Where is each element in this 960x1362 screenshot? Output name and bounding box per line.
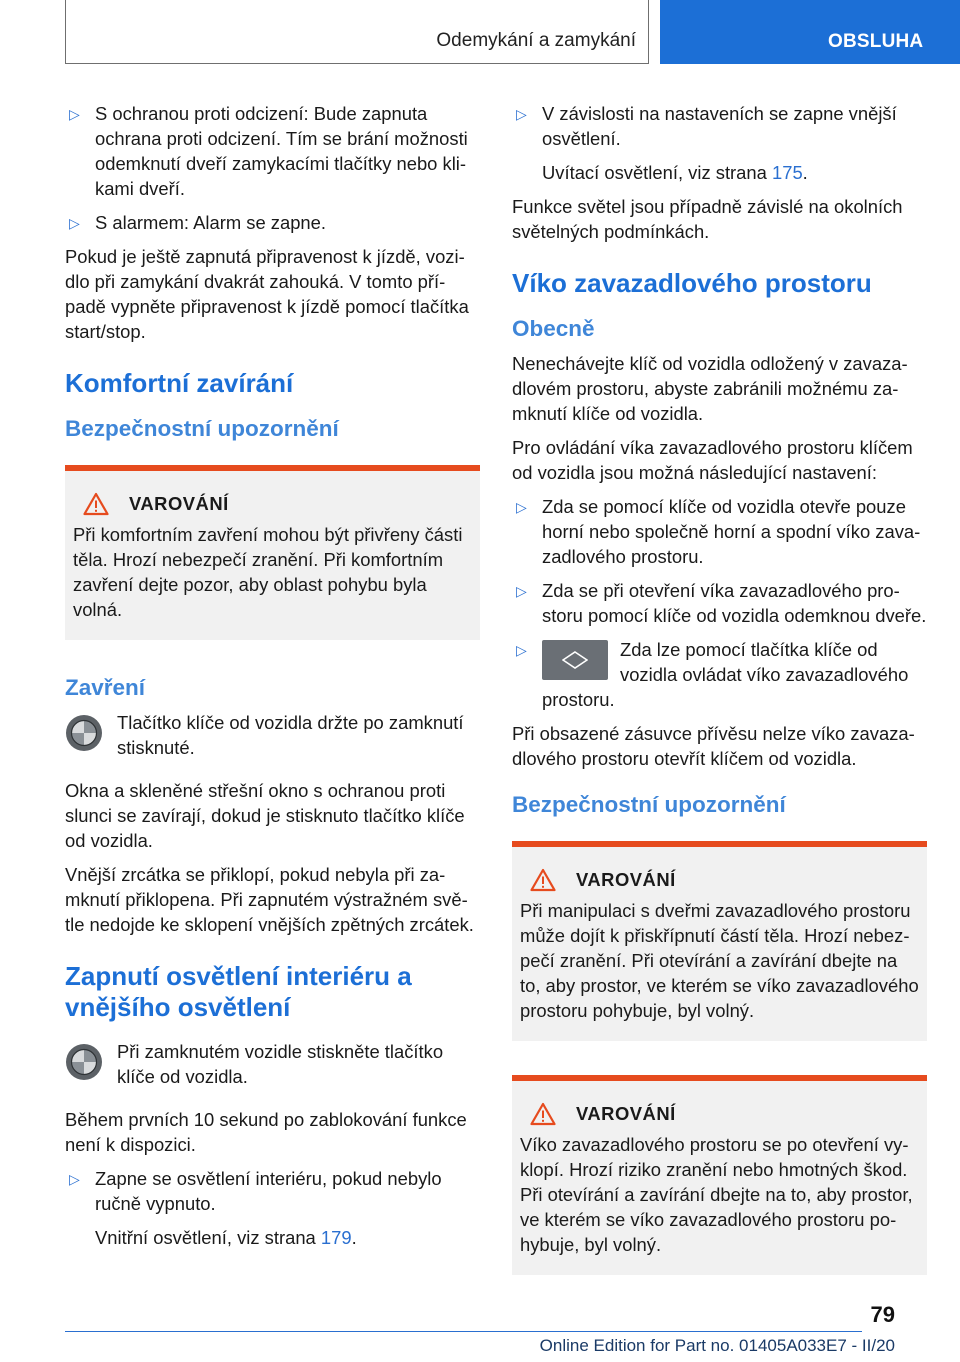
list-item: ▷ Zapne se osvětlení interiéru, pokud nebylo ručně vypnuto. [69, 1168, 442, 1214]
bullet-triangle-icon: ▷ [516, 583, 527, 599]
warning-title: VAROVÁNÍ [576, 1103, 676, 1124]
paragraph: Funkce světel jsou případně závislé na okolních světelných podmínkách. [512, 196, 903, 242]
warning-text: Víko zavazadlového prostoru se po otevření vyklopí. Hrozí riziko zranění nebo hmotných škod. Při otevírání a zavírání dbejte na to, aby prostor, ve kterém se víko zavazadlového prostoru pohybuje, byl volný. [520, 1134, 913, 1255]
warning-header [520, 867, 919, 892]
bullet-triangle-icon: ▷ [516, 106, 527, 122]
page-link[interactable]: 175 [771, 162, 803, 183]
warning-triangle-icon [530, 1102, 556, 1126]
list-item: ▷ Zda se pomocí klíče od vozidla otevře pouze horní nebo společně horní a spodní víko zavazadlového prostoru. [516, 496, 921, 567]
warning-title: VAROVÁNÍ [129, 493, 229, 514]
warning-box [65, 465, 480, 640]
warning-title: VAROVÁNÍ [576, 869, 676, 890]
section-heading: Zapnutí osvětlení interiéru a vnějšího osvětlení [65, 961, 412, 1022]
cross-reference: Vnitřní osvětlení, viz strana 179. [95, 1227, 357, 1248]
footer-edition: Online Edition for Part no. 01405A033E7 - II/20 [539, 1336, 895, 1355]
page-link[interactable]: 179 [320, 1227, 352, 1248]
paragraph: Pro ovládání víka zavazadlového prostoru klíčem od vozidla jsou možná následující nastavení: [512, 437, 913, 483]
header-tab-label: OBSLUHA [828, 31, 924, 52]
bullet-triangle-icon: ▷ [69, 215, 80, 231]
subsection-heading: Zavření [65, 675, 146, 700]
list-item: ▷ S alarmem: Alarm se zapne. [65, 210, 480, 235]
left-column [65, 101, 480, 1259]
paragraph: Při obsazené zásuvce přívěsu nelze víko zavazadlového prostoru otevřít klíčem od vozidla. [512, 723, 915, 769]
subsection-heading: Bezpečnostní upozornění [512, 792, 786, 817]
list-item: ▷ S ochranou proti odcizení: Bude zapnuta ochrana proti odcizení. Tím se brání možnosti odemknutí dveří zamykacími tlačítky nebo klikami dveří. [69, 103, 468, 199]
list-item: ▷ V závislosti na nastaveních se zapne vnější osvětlení. [516, 103, 897, 149]
warning-triangle-icon [530, 868, 556, 892]
warning-box [512, 841, 927, 1041]
subsection-heading: Bezpečnostní upozornění [65, 416, 339, 441]
right-column [512, 101, 927, 1309]
warning-text: Při manipulaci s dveřmi zavazadlového prostoru může dojít k přiskřípnutí částí těla. Hrozí nebezpečí zranění. Při otevírání a zavírání dbejte na to, aby prostor, ve kterém se víko zavazadlového prostoru pohybuje, byl volný. [520, 900, 919, 1021]
paragraph: Nenechávejte klíč od vozidla odložený v zavazadlovém prostoru, abyste zabránili možnému zamknutí klíče od vozidla. [512, 353, 908, 424]
paragraph: Pokud je ještě zapnutá připravenost k jízdě, vozidlo při zamykání dvakrát zahouká. V tomto případě vypněte připravenost k jízdě pomocí tlačítka start/stop. [65, 246, 469, 342]
subsection-heading: Obecně [512, 316, 595, 341]
header-box [65, 0, 649, 64]
footer-divider [65, 1331, 862, 1332]
key-instruction: Při zamknutém vozidle stiskněte tlačítko klíče od vozidla. [65, 1039, 480, 1089]
section-heading: Víko zavazadlového prostoru [512, 268, 872, 298]
cross-reference: Uvítací osvětlení, viz strana 175. [542, 162, 808, 183]
bullet-triangle-icon: ▷ [516, 642, 527, 658]
header-section-tab[interactable] [660, 0, 960, 64]
warning-header [520, 1101, 919, 1126]
paragraph: Během prvních 10 sekund po zablokování funkce není k dispozici. [65, 1109, 467, 1155]
paragraph: Okna a skleněné střešní okno s ochranou proti slunci se zavírají, dokud je stisknuto tlačítko klíče od vozidla. [65, 780, 465, 851]
bullet-triangle-icon: ▷ [69, 1171, 80, 1187]
warning-text: Při komfortním zavření mohou být přivřeny části těla. Hrozí nebezpečí zranění. Při komfortním zavření dejte pozor, aby oblast pohybu byla volná. [73, 524, 463, 620]
paragraph: Vnější zrcátka se přiklopí, pokud nebyla při zamknutí přiklopena. Při zapnutém výstražném světle nedojde ke sklopení vnějších zpětných zrcátek. [65, 864, 474, 935]
bmw-key-icon [65, 714, 103, 752]
warning-header [73, 491, 472, 516]
list-item: ▷ Zda lze pomocí tlačítka klíče od vozidla ovládat víko zavazadlového prostoru. [516, 639, 909, 710]
warning-box [512, 1075, 927, 1275]
bmw-key-icon [65, 1043, 103, 1081]
bullet-triangle-icon: ▷ [69, 106, 80, 122]
list-item: ▷ Zda se při otevření víka zavazadlového prostoru pomocí klíče od vozidla odemknou dveře. [516, 580, 927, 626]
section-heading: Komfortní zavírání [65, 368, 294, 398]
key-instruction: Tlačítko klíče od vozidla držte po zamknutí stisknuté. [65, 710, 480, 760]
tailgate-button-icon [542, 640, 608, 680]
page-number: 79 [870, 1302, 895, 1327]
warning-triangle-icon [83, 492, 109, 516]
bullet-triangle-icon: ▷ [516, 499, 527, 515]
header-title: Odemykání a zamykání [436, 30, 636, 51]
